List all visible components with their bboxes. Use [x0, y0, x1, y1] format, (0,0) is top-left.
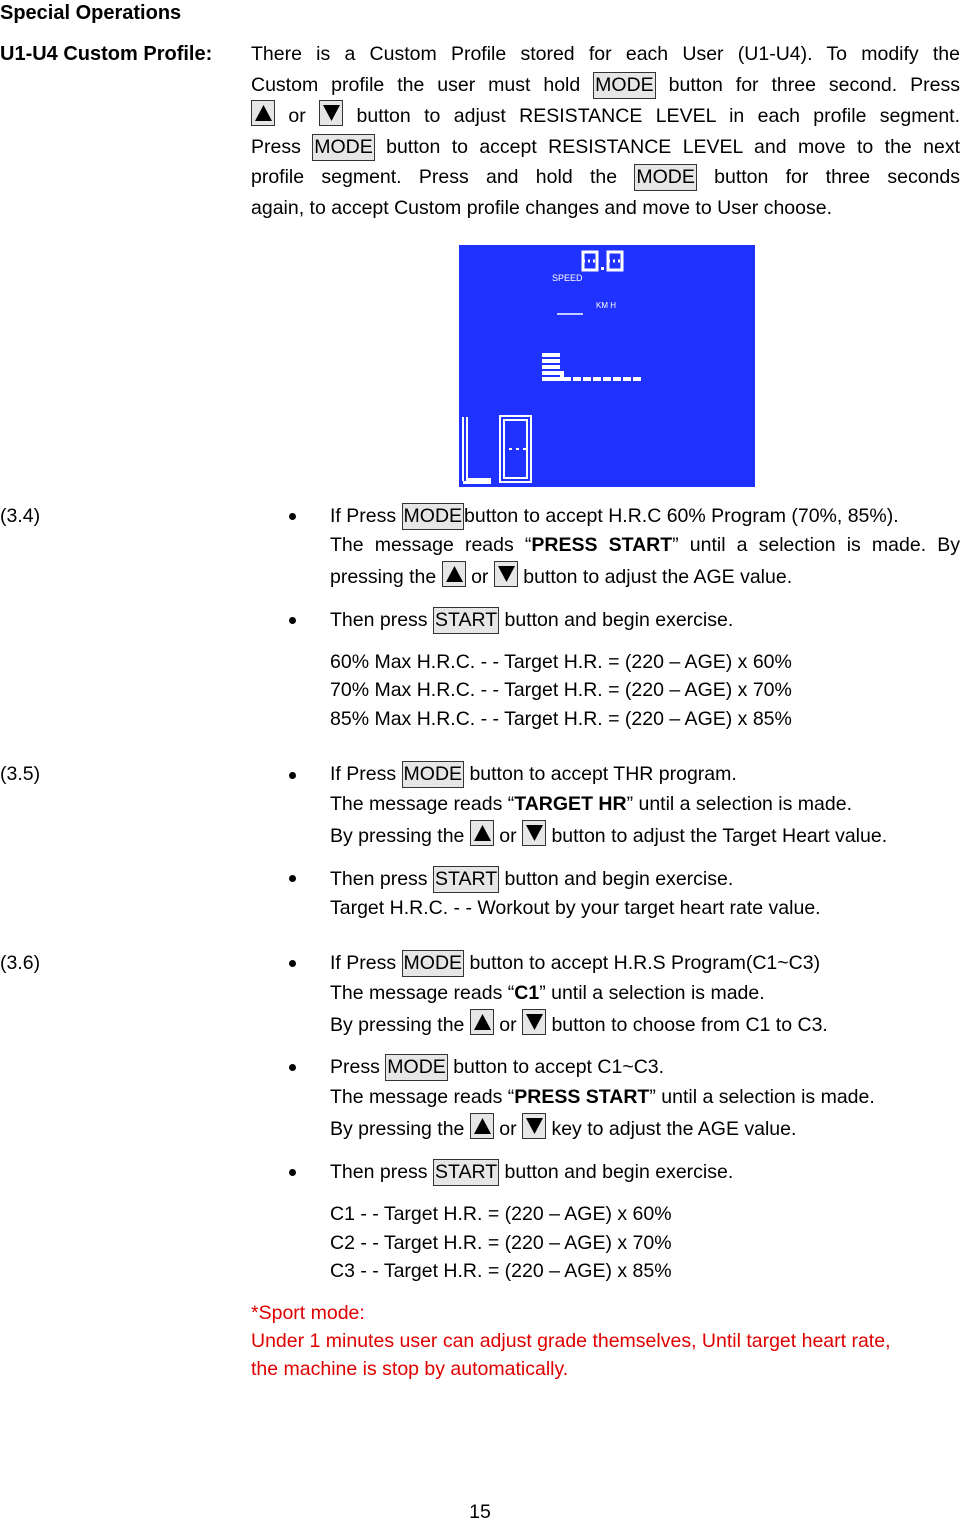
- level-digit-outline: [465, 417, 529, 481]
- s36-bullet2-line1: [330, 1053, 664, 1081]
- s35-if-press: If Press: [330, 763, 397, 785]
- bullet: [289, 617, 296, 624]
- s36-choose-text: button to choose from C1 to C3.: [551, 1014, 828, 1036]
- s34-begin-text: button and begin exercise.: [504, 609, 734, 631]
- intro-line-6: again, to accept Custom profile changes and move to User choose.: [251, 196, 832, 219]
- s34-formula-1: 60% Max H.R.C. - - Target H.R. = (220 – AGE) x 60%: [330, 651, 792, 673]
- s34-or: or: [471, 566, 489, 588]
- s36-press: Press: [330, 1056, 380, 1078]
- bullet: [289, 1064, 296, 1071]
- intro-line-1: There is a Custom Profile stored for each User (U1-U4). To modify the: [251, 43, 960, 65]
- s36-bullet3: [330, 1158, 733, 1186]
- s34-message-text-b: ” until a selection is made. By: [672, 534, 960, 556]
- s35-message-bold: TARGET HR: [514, 793, 627, 815]
- custom-profile-label: U1-U4 Custom Profile:: [0, 43, 213, 65]
- start-key: START: [433, 866, 499, 893]
- s36-formula-3: C3 - - Target H.R. = (220 – AGE) x 85%: [330, 1260, 672, 1282]
- down-arrow-icon: [494, 561, 518, 587]
- profile-bars: [542, 353, 641, 381]
- up-arrow-icon: [442, 561, 466, 587]
- s35-bullet2-line2: Target H.R.C. - - Workout by your target heart rate value.: [330, 897, 821, 919]
- mode-key: MODE: [402, 950, 465, 977]
- s36-bullet1-line2: [330, 979, 765, 1007]
- s35-message-text-a: The message reads “: [330, 793, 515, 815]
- up-arrow-icon: [470, 1009, 494, 1035]
- intro-line-3-text: button to adjust RESISTANCE LEVEL in each profile segment.: [356, 105, 960, 128]
- s34-bullet1-line2: [330, 531, 960, 559]
- s35-begin-text: button and begin exercise.: [504, 868, 734, 890]
- s34-then-press: Then press: [330, 609, 428, 631]
- section-number-3-5: (3.5): [0, 763, 41, 785]
- s35-bullet1-line1: [330, 760, 737, 788]
- s35-message-text-b: ” until a selection is made.: [626, 793, 853, 815]
- level-digits: [463, 417, 529, 481]
- s34-bullet2: [330, 606, 733, 634]
- section-number-3-6: (3.6): [0, 952, 41, 974]
- s34-bullet1-line3: [330, 561, 792, 591]
- s36-bullet2-line2: [330, 1083, 875, 1111]
- intro-line-3: [251, 100, 960, 132]
- intro-line-5: [251, 162, 960, 193]
- page-number: 15: [469, 1501, 491, 1523]
- s36-formula-1: C1 - - Target H.R. = (220 – AGE) x 60%: [330, 1203, 672, 1225]
- up-arrow-icon: [470, 1113, 494, 1139]
- custom-profile-paragraph: [251, 39, 960, 224]
- mode-key: MODE: [634, 164, 697, 191]
- mode-key: MODE: [593, 72, 656, 99]
- bullet: [289, 1169, 296, 1176]
- s35-bullet1-line2: [330, 790, 852, 818]
- down-arrow-icon: [522, 1009, 546, 1035]
- s34-bullet1-line1: [330, 502, 899, 530]
- s35-pressing-text: By pressing the: [330, 825, 465, 847]
- s34-formula-2: 70% Max H.R.C. - - Target H.R. = (220 – AGE) x 70%: [330, 679, 792, 701]
- s34-message-bold: PRESS START: [531, 534, 673, 556]
- page-heading: Special Operations: [0, 2, 182, 24]
- bullet: [289, 772, 296, 779]
- down-arrow-icon: [522, 1113, 546, 1139]
- s35-bullet1-line3: [330, 820, 887, 850]
- s34-pressing-text: pressing the: [330, 566, 437, 588]
- s36-bullet1-line1: [330, 949, 820, 977]
- s35-or: or: [499, 825, 517, 847]
- s35-then-press: Then press: [330, 868, 428, 890]
- sport-mode-title: *Sport mode:: [251, 1302, 365, 1324]
- mode-key: MODE: [312, 134, 375, 161]
- s34-if-press: If Press: [330, 505, 397, 527]
- bullet: [289, 960, 296, 967]
- mode-key: MODE: [402, 761, 465, 788]
- s36-accept-text: button to accept H.R.S Program(C1~C3): [469, 952, 821, 974]
- down-arrow-icon: [319, 100, 343, 126]
- s36-if-press: If Press: [330, 952, 397, 974]
- lcd-speed-label: SPEED: [552, 273, 583, 283]
- intro-line-4-text-b: button to accept RESISTANCE LEVEL and move to the next: [386, 135, 960, 158]
- s36-begin-text: button and begin exercise.: [504, 1161, 734, 1183]
- sport-mode-line-1: Under 1 minutes user can adjust grade themselves, Until target heart rate,: [251, 1330, 891, 1352]
- start-key: START: [433, 607, 499, 634]
- s34-message-text-a: The message reads “: [330, 534, 532, 556]
- s34-formula-3: 85% Max H.R.C. - - Target H.R. = (220 – AGE) x 85%: [330, 708, 792, 730]
- up-arrow-icon: [251, 100, 275, 126]
- sport-mode-line-2: the machine is stop by automatically.: [251, 1358, 569, 1380]
- intro-line-3-or: or: [288, 105, 306, 128]
- s35-adjust-text: button to adjust the Target Heart value.: [551, 825, 888, 847]
- s36-bullet1-line3: [330, 1009, 828, 1039]
- start-key: START: [433, 1159, 499, 1186]
- s36-message2-text-a: The message reads “: [330, 1086, 515, 1108]
- s36-message2-text-b: ” until a selection is made.: [649, 1086, 875, 1108]
- section-number-3-4: (3.4): [0, 505, 41, 527]
- s34-accept-text: button to accept H.R.C 60% Program (70%, 85%).: [464, 505, 899, 527]
- bullet: [289, 875, 296, 882]
- down-arrow-icon: [522, 820, 546, 846]
- intro-line-5-text-a: profile segment. Press and hold the: [251, 166, 618, 189]
- s36-accept-c-text: button to accept C1~C3.: [453, 1056, 665, 1078]
- s35-accept-text: button to accept THR program.: [469, 763, 737, 785]
- intro-line-2: [251, 70, 960, 101]
- intro-line-4: [251, 132, 960, 163]
- s36-bullet2-line3: [330, 1113, 796, 1143]
- intro-line-5-text-b: button for three seconds: [714, 166, 960, 189]
- s36-message-text-b: ” until a selection is made.: [539, 982, 765, 1004]
- s36-pressing2-text: By pressing the: [330, 1118, 465, 1140]
- s36-formula-2: C2 - - Target H.R. = (220 – AGE) x 70%: [330, 1232, 672, 1254]
- s36-message-bold: C1: [514, 982, 540, 1004]
- intro-line-2-text-a: Custom profile the user must hold: [251, 73, 581, 96]
- lcd-display: [459, 245, 755, 487]
- mode-key: MODE: [385, 1054, 448, 1081]
- s36-pressing-text: By pressing the: [330, 1014, 465, 1036]
- s34-adjust-text: button to adjust the AGE value.: [523, 566, 793, 588]
- mode-key: MODE: [402, 503, 465, 530]
- intro-line-2-text-b: button for three second. Press: [668, 73, 960, 96]
- s36-or2: or: [499, 1118, 517, 1140]
- s36-key-text: key to adjust the AGE value.: [551, 1118, 797, 1140]
- s36-message2-bold: PRESS START: [514, 1086, 650, 1108]
- s35-bullet2-line1: [330, 865, 733, 893]
- s36-or: or: [499, 1014, 517, 1036]
- s36-message-text-a: The message reads “: [330, 982, 515, 1004]
- intro-line-4-text-a: Press: [251, 135, 301, 158]
- lcd-unit-label: KM H: [596, 301, 616, 310]
- bullet: [289, 513, 296, 520]
- up-arrow-icon: [470, 820, 494, 846]
- s36-then-press: Then press: [330, 1161, 428, 1183]
